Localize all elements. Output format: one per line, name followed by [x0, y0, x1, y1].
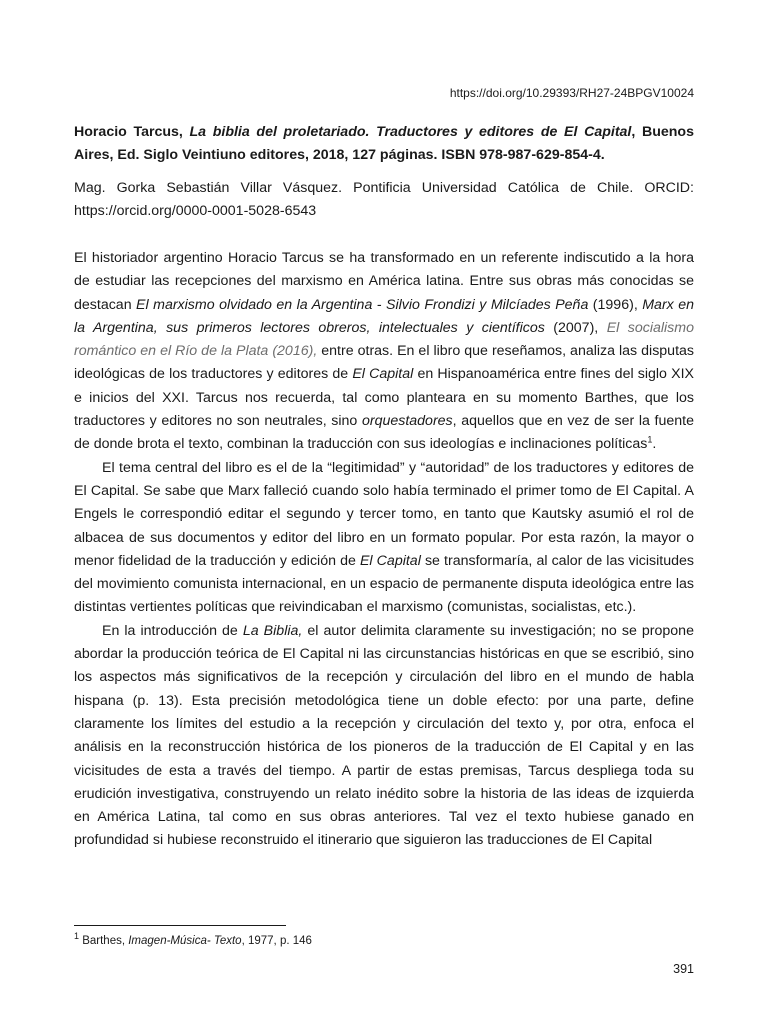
text-span: (1996), [588, 296, 643, 313]
document-page [74, 0, 694, 1024]
footnote-number: 1 [74, 931, 80, 942]
review-body [74, 247, 694, 853]
text-span: , 1977, p. 146 [241, 935, 312, 947]
text-span: El historiador argentino Horacio Tarcus se ha transformado en un referente indiscutido a la hora de estudiar las recepciones del marxismo en América latina. Entre sus obras más conocidas se destacan [74, 250, 694, 313]
reference-publication: , Buenos Aires, Ed. Siglo Veintiuno editores, 2018, 127 páginas. ISBN 978-987-629-854-4. [74, 124, 694, 163]
text-span: El tema central del libro es el de la “legitimidad” y “autoridad” de los traductores y editores de El Capital. Se sabe que Marx falleció cuando solo había terminado el primer tomo de El Capital. A Engels le correspondió editar el segundo y tercer tomo, en tanto que Kautsky asumió el rol de albacea de sus documentos y editor del libro en un formato popular. Por esta razón, la mayor o menor fidelidad de la traducción y edición de [74, 459, 694, 569]
paragraph-2 [74, 457, 694, 620]
text-span: el autor delimita claramente su investigación; no se propone abordar la producción teórica de El Capital ni las circunstancias históricas en que se escribió, sino los aspectos más significativos de la recepción y circulación del libro en el mundo de habla hispana (p. 13). Esta precisión metodológica tiene un doble efecto: por una parte, define claramente los límites del estudio a la recepción y circulación del texto y, por otra, enfoca el análisis en la reconstrucción histórica de los pioneros de la traducción de El Capital y en las vicisitudes de esta a través del tiempo. A partir de estas premisas, Tarcus despliega toda su erudición investigativa, construyendo un relato inédito sobre la historia de las ideas de izquierda en América Latina, tal como en sus obras anteriores. Tal vez el texto hubiese ganado en profundidad si hubiese reconstruido el itinerario que siguieron las traducciones de El Capital [74, 622, 694, 849]
italic-title: Marx en la Argentina, sus primeros lectores obreros, intelectuales y científicos [74, 296, 695, 336]
italic-title: Imagen-Música- Texto [128, 935, 242, 947]
reference-author: Horacio Tarcus, [74, 124, 190, 140]
text-span: entre otras. En el libro que reseñamos, analiza las disputas ideológicas de los traductores y editores de [74, 343, 694, 383]
paragraph-3 [74, 620, 694, 853]
doi-link[interactable]: https://doi.org/10.29393/RH27-24BPGV10024 [449, 86, 694, 100]
text-span: Barthes, [79, 935, 129, 947]
text-span: se transformaría, al calor de las vicisitudes del movimiento comunista internacional, en un espacio de permanente disputa ideológica entre las distintas vertientes políticas que reivindicaban el marxismo (comunistas, socialistas, etc.). [74, 552, 694, 616]
italic-title: El marxismo olvidado en la Argentina - Silvio Frondizi y Milcíades Peña [136, 296, 589, 313]
page-number: 391 [673, 962, 694, 976]
reviewer-affiliation: Mag. Gorka Sebastián Villar Vásquez. Pontificia Universidad Católica de Chile. ORCID: https://orcid.org/0000-0001-5028-6543 [74, 180, 694, 219]
italic-title: El Capital [359, 552, 421, 569]
footnote-divider [74, 925, 286, 926]
text-span: En la introducción de [102, 622, 243, 639]
footnote-ref[interactable]: 1 [647, 434, 653, 445]
italic-title: La Biblia, [242, 622, 303, 639]
text-span: , aquellos que en vez de ser la fuente de donde brota el texto, combinan la traducción con sus ideologías e inclinaciones políticas [74, 413, 694, 453]
footnote [74, 933, 312, 949]
book-reference [74, 121, 694, 167]
text-span: (2007), [544, 319, 607, 336]
italic-title-grey: El socialismo romántico en el Río de la Plata (2016), [74, 319, 694, 360]
italic-title: El Capital [352, 366, 414, 383]
paragraph-1 [74, 247, 694, 457]
text-span: . [652, 436, 657, 453]
reference-title: La biblia del proletariado. Traductores y editores de El Capital [189, 124, 632, 140]
text-span: en Hispanoamérica entre fines del siglo XIX e inicios del XXI. Tarcus nos recuerda, tal como planteara en su momento Barthes, que los traductores y editores no son neutrales, sino [74, 366, 694, 430]
italic-word: orquestadores [361, 413, 453, 430]
